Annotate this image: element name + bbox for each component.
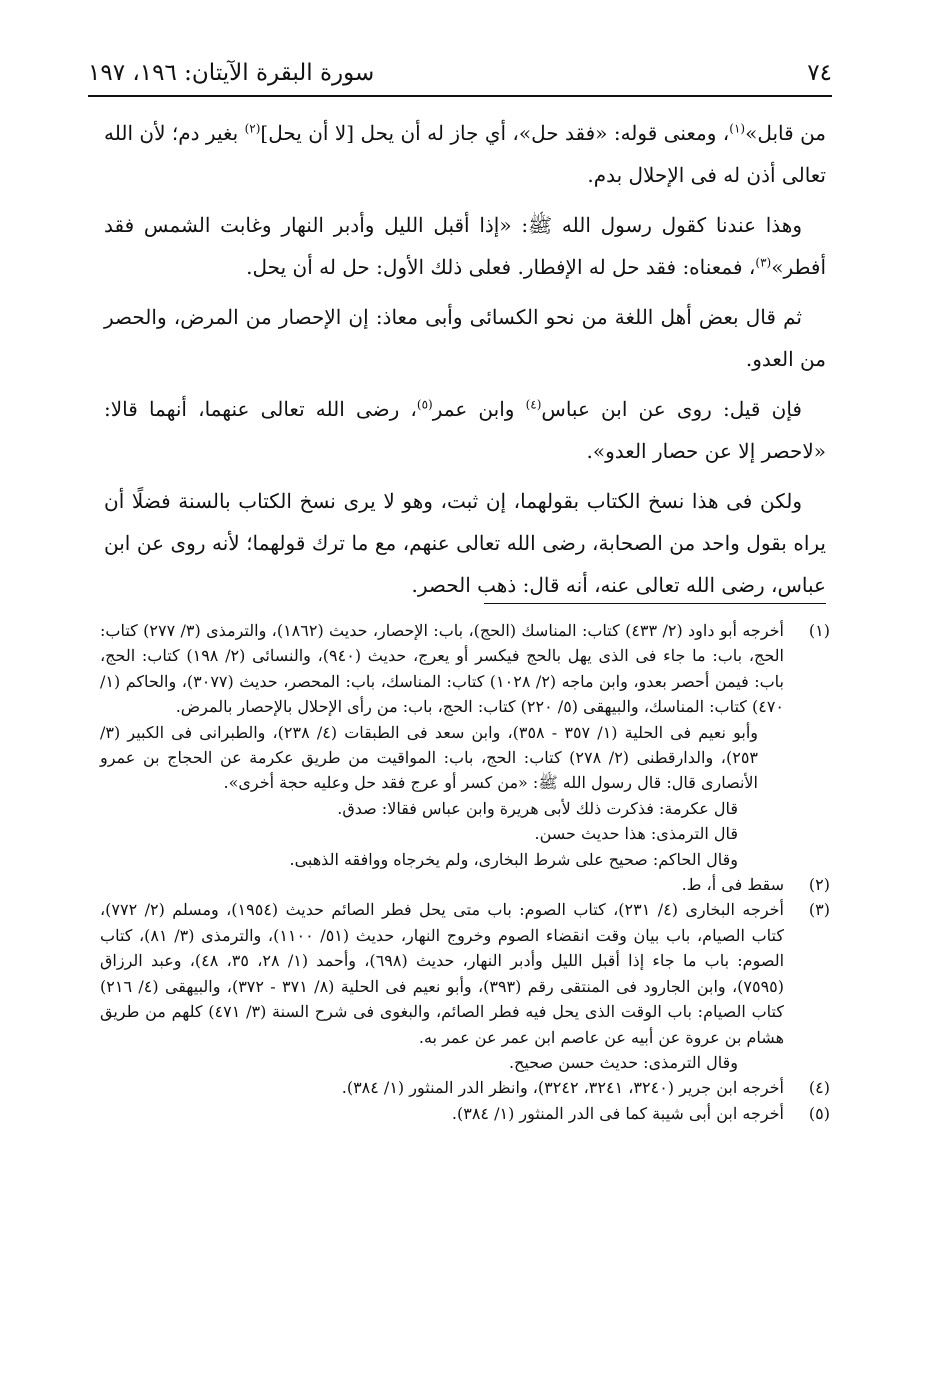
footnote-text: أخرجه أبو داود (٢/ ٤٣٣) كتاب: المناسك (الحج)، باب: الإحصار، حديث (١٨٦٢)، والترمذى (٣/ ٢٧٧) كتاب: الحج، باب: ما جاء فى الذى يهل بالحج فيكسر أو يعرج، حديث (٩٤٠)، والنسائى (٢/ ١٩٨) كتاب: الحج، باب: فيمن أحصر بعدو، وابن ماجه (٢/ ١٠٢٨) كتاب: المناسك، باب: المحصر، حديث (٣٠٧٧)، والحاكم (١/ ٤٧٠) كتاب: المناسك، والبيهقى (٥/ ٢٢٠) كتاب: الحج، باب: من رأى الإحلال بالإحصار بالمرض. [100,621,784,717]
footnote-text: وقال الحاكم: صحيح على شرط البخارى، ولم يخرجاه ووافقه الذهبى. [289,849,738,869]
surah-title: سورة البقرة الآيتان: ١٩٦، ١٩٧ [88,60,375,86]
footnote-text: قال عكرمة: فذكرت ذلك لأبى هريرة وابن عباس فقالا: صدق. [337,798,738,818]
footnote-number: (٥) [808,1103,830,1123]
footnote-2 [100,872,830,897]
footnote-ref-3: (٣) [755,255,772,270]
header-rule [88,95,832,97]
footnote-text: أخرجه ابن جرير (٣٢٤٠، ٣٢٤١، ٣٢٤٢)، وانظر الدر المنثور (١/ ٣٨٤). [341,1078,784,1098]
footnote-text: وقال الترمذى: حديث حسن صحيح. [508,1052,738,1072]
paragraph-3: ثم قال بعض أهل اللغة من نحو الكسائى وأبى معاذ: إن الإحصار من المرض، والحصر من العدو. [104,305,826,371]
footnote-text: وأبو نعيم فى الحلية (١/ ٣٥٧ - ٣٥٨)، وابن سعد فى الطبقات (٤/ ٢٣٨)، والطبرانى فى الكبير (٣/ ٢٥٣)، والدارقطنى (٢/ ٢٧٨) كتاب: الحج، باب: المواقيت من طريق عكرمة عن الحجاج بن عمرو الأنصارى قال: قال رسول الله ﷺ: «من كسر أو عرج فقد حل وعليه حجة أخرى». [100,722,758,793]
footnotes [100,618,830,1126]
footnote-ref-1: (١) [729,121,746,136]
footnote-1 [100,618,830,872]
footnote-ref-2: (٢) [244,121,261,136]
footnote-text: سقط فى أ، ط. [681,875,784,895]
footnote-number: (١) [808,621,830,640]
paragraph-4: فإن قيل: روى عن ابن عباس$^{(٤)}$ وابن عمر$^{(٥)}$، رضى الله تعالى عنهما، أنهما قالا: «لاحصر إلا عن حصار العدو». [104,397,826,463]
main-text [104,112,826,614]
footnote-number: (٢) [808,875,830,895]
footnote-separator [484,603,826,604]
footnote-text: قال الترمذى: هذا حديث حسن. [534,824,738,844]
footnote-number: (٤) [808,1078,830,1098]
footnote-ref-5: (٥) [416,397,433,412]
paragraph-2: وهذا عندنا كقول رسول الله ﷺ: «إذا أقبل الليل وأدبر النهار وغابت الشمس فقد أفطر»$^{(٣)}$، فمعناه: فقد حل له الإفطار. فعلى ذلك الأول: حل له أن يحل. [104,213,826,279]
paragraph-1: من قابل»$^{(١)}$، ومعنى قوله: «فقد حل»، أي جاز له أن يحل [لا أن يحل]$^{(٢)}$ بغير دم؛ لأن الله تعالى أذن له فى الإحلال بدم. [104,121,827,187]
footnote-5 [100,1101,830,1126]
footnote-text: أخرجه ابن أبى شيبة كما فى الدر المنثور (١/ ٣٨٤). [451,1103,784,1123]
footnote-ref-4: (٤) [525,397,542,412]
footnote-3 [100,897,830,1075]
paragraph-5: ولكن فى هذا نسخ الكتاب بقولهما، إن ثبت، وهو لا يرى نسخ الكتاب بالسنة فضلًا أن يراه بقول واحد من الصحابة، رضى الله تعالى عنهم، مع ما ترك قولهما؛ لأنه روى عن ابن عباس، رضى الله تعالى عنه، أنه قال: ذهب الحصر. [104,489,826,597]
page-number: ٧٤ [807,60,832,86]
footnote-4 [100,1075,830,1100]
footnote-text: أخرجه البخارى (٤/ ٢٣١)، كتاب الصوم: باب متى يحل فطر الصائم حديث (١٩٥٤)، ومسلم (٢/ ٧٧٢)، كتاب الصيام، باب بيان وقت انقضاء الصوم وخروج النهار، حديث (٥١/ ١١٠٠)، والترمذى (٣/ ٨١)، كتاب الصوم: باب ما جاء إذا أقبل الليل وأدبر النهار، حديث (٦٩٨)، وأحمد (١/ ٢٨، ٣٥، ٤٨)، وعبد الرزاق (٧٥٩٥)، وابن الجارود فى المنتقى رقم (٣٩٣)، وأبو نعيم فى الحلية (٨/ ٣٧١ - ٣٧٢)، والبيهقى (٤/ ٢١٦) كتاب الصيام: باب الوقت الذى يحل فيه فطر الصائم، والبغوى فى شرح السنة (٣/ ٤٧١) كلهم من طريق هشام بن عروة عن أبيه عن عاصم ابن عمر عن عمر به. [100,900,785,1047]
running-header [88,52,832,88]
footnote-number: (٣) [808,900,830,920]
